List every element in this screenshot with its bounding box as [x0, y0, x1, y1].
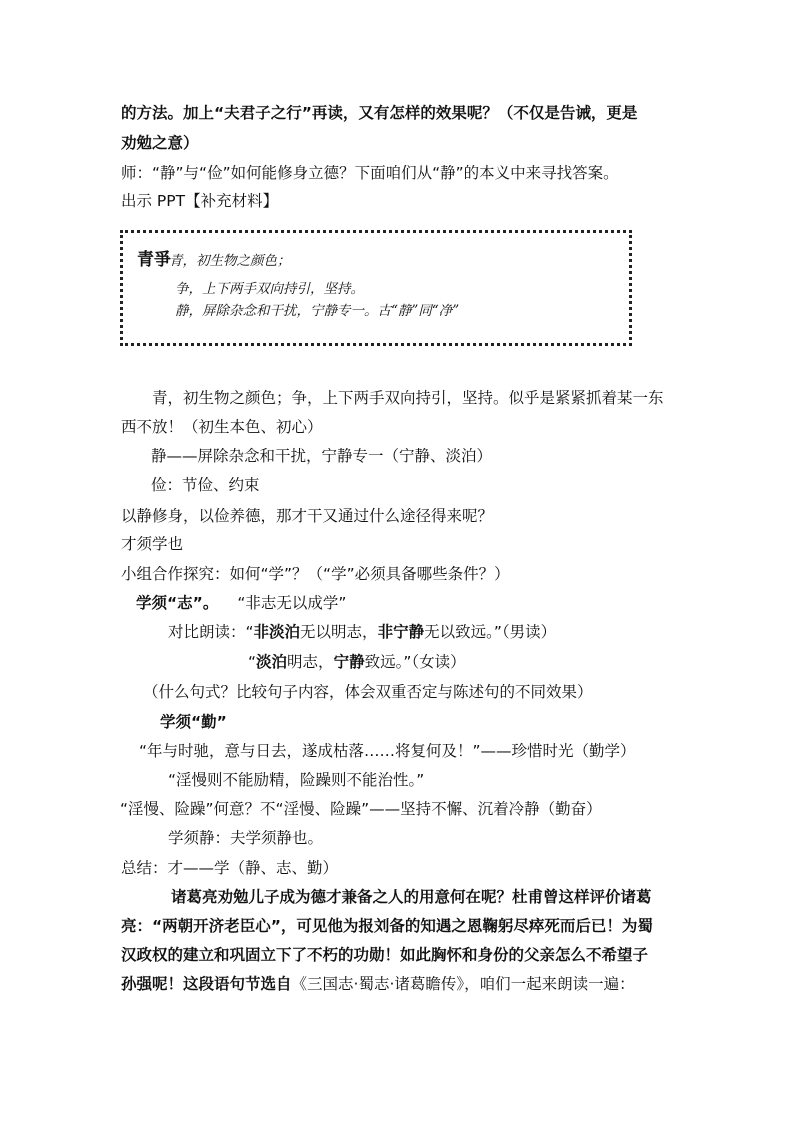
body-line: 青，初生物之颜色；争，上下两手双向持引，坚持。似乎是紧紧抓着某一东 — [152, 389, 664, 407]
body-line: 学须静：夫学须静也。 — [168, 829, 324, 847]
paragraph-line: 出示 PPT【补充材料】 — [121, 192, 279, 210]
body-line: “年与时驰，意与日去，遂成枯落……将复何及！”——珍惜时光（勤学） — [139, 742, 636, 760]
ancient-character-glyph: 青爭 — [137, 250, 171, 270]
bold-run: 非宁静 — [377, 623, 425, 641]
body-line — [168, 620, 556, 644]
bold-run: 孙强呢！这段语句节选自 — [121, 975, 292, 993]
text-run: 致远。”（女读） — [364, 653, 466, 671]
text-run: ，咱们一起来朗读一遍： — [464, 975, 635, 993]
body-line: 诸葛亮劝勉儿子成为德才兼备之人的用意何在呢？杜甫曾这样评价诸葛 — [171, 888, 652, 906]
body-line: 汉政权的建立和巩固立下了不朽的功勋！如此胸怀和身份的父亲怎么不希望子 — [121, 946, 649, 964]
body-line: 西不放！（初生本色、初心） — [121, 418, 323, 436]
text-run: 明志， — [287, 653, 334, 671]
body-line — [136, 591, 346, 615]
body-line — [121, 972, 635, 996]
quote-text: “非志无以成学” — [237, 594, 347, 612]
body-line: （什么句式？比较句子内容，体会双重否定与陈述句的不同效果） — [143, 683, 593, 701]
body-line — [248, 650, 466, 674]
text-run: 对比朗读：“ — [168, 623, 254, 641]
supplementary-material-box — [120, 230, 632, 346]
heading-text: 学须“志”。 — [136, 594, 219, 612]
bold-run: 非淡泊 — [253, 623, 301, 641]
body-line: 总结：才——学（静、志、勤） — [121, 859, 339, 877]
material-line: 青，初生物之颜色； — [169, 253, 291, 269]
text-run: 无以致远。”（男读） — [424, 623, 557, 641]
text-run: “ — [248, 653, 257, 671]
paragraph-line: 的方法。加上“夫君子之行”再读，又有怎样的效果呢？（不仅是告诫，更是 — [121, 104, 638, 122]
body-line: 亮：“两朝开济老臣心”，可见他为报刘备的知遇之恩鞠躬尽瘁死而后已！为蜀 — [121, 917, 653, 935]
material-line: 静，屏除杂念和干扰，宁静专一。古“静”同“净” — [175, 303, 460, 319]
body-line: 静——屏除杂念和干扰，宁静专一（宁静、淡泊） — [151, 447, 493, 465]
bold-run: 淡泊 — [256, 653, 288, 671]
paragraph-line: 师：“静”与“俭”如何能修身立德？下面咱们从“静”的本义中来寻找答案。 — [121, 164, 619, 182]
body-line: 才须学也 — [121, 535, 184, 553]
body-line: “淫慢、险躁”何意？不“淫慢、险躁”——坚持不懈、沉着冷静（勤奋） — [120, 800, 602, 818]
bold-run: 宁静 — [333, 653, 365, 671]
text-run: 无以明志， — [300, 623, 378, 641]
body-line: “淫慢则不能励精，险躁则不能治性。” — [168, 771, 425, 789]
book-title: 《三国志·蜀志·诸葛瞻传》 — [291, 975, 465, 993]
material-line: 争，上下两手双向持引，坚持。 — [175, 281, 364, 297]
body-line: 俭：节俭、约束 — [151, 476, 260, 494]
body-line: 以静修身，以俭养德，那才干又通过什么途径得来呢？ — [121, 507, 494, 525]
body-line: 学须“勤” — [160, 713, 227, 731]
body-line: 小组合作探究：如何“学”？（“学”必须具备哪些条件？） — [121, 565, 510, 583]
paragraph-line: 劝勉之意） — [121, 134, 199, 152]
